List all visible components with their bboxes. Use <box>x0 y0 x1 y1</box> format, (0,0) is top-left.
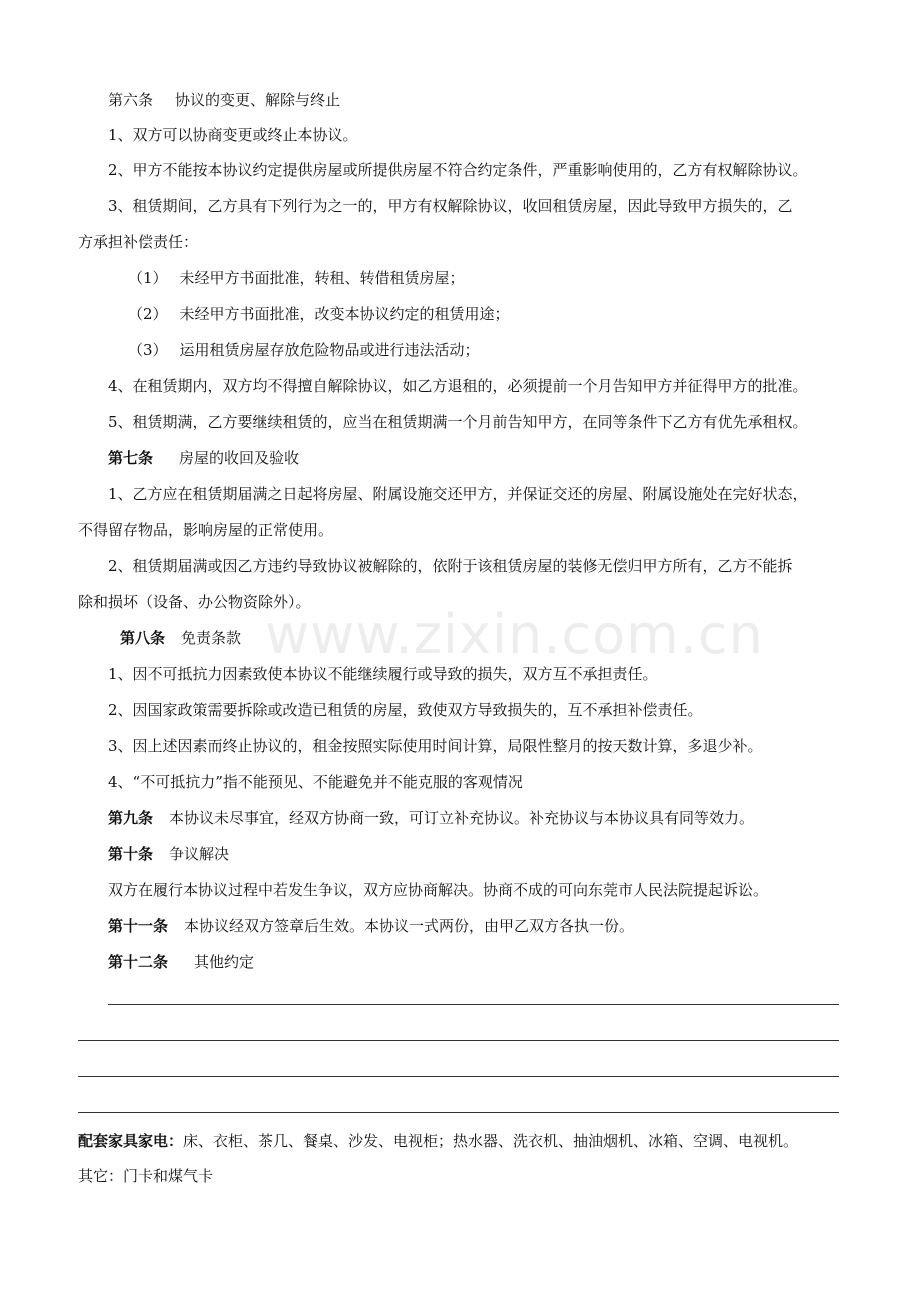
blank-line-3 <box>78 1076 839 1077</box>
article-12-heading <box>108 952 254 972</box>
article-8-clause-1: 1、因不可抵抗力因素致使本协议不能继续履行或导致的损失，双方互不承担责任。 <box>108 665 658 683</box>
article-7-number: 第七条 <box>108 449 154 467</box>
article-8-clause-3: 3、因上述因素而终止协议的，租金按照实际使用时间计算，局限性整月的按天数计算，多退少补。 <box>108 737 763 755</box>
article-8-clause-4: 4、“不可抵抗力”指不能预见、不能避免并不能克服的客观情况 <box>108 773 523 791</box>
other-items: 其它：门卡和煤气卡 <box>78 1167 214 1185</box>
article-8-number: 第八条 <box>120 629 166 647</box>
item-1-number: （1） <box>128 269 168 287</box>
article-9 <box>108 808 754 828</box>
article-6-item-1 <box>128 268 465 288</box>
article-12-title: 其他约定 <box>194 953 255 971</box>
article-6-clause-2: 2、甲方不能按本协议约定提供房屋或所提供房屋不符合约定条件，严重影响使用的，乙方有权解除协议。 <box>108 161 808 179</box>
blank-line-2 <box>78 1040 839 1041</box>
article-11 <box>108 916 634 936</box>
article-6-clause-4: 4、在租赁期内，双方均不得擅自解除协议，如乙方退租的，必须提前一个月告知甲方并征得甲方的批准。 <box>108 377 808 395</box>
article-9-number: 第九条 <box>108 809 154 827</box>
article-6-item-3 <box>128 340 480 360</box>
article-6-clause-5: 5、租赁期满，乙方要继续租赁的，应当在租赁期满一个月前告知甲方，在同等条件下乙方有优先承租权。 <box>108 413 808 431</box>
article-7-clause-1-line-2: 不得留存物品，影响房屋的正常使用。 <box>78 521 334 539</box>
article-12-number: 第十二条 <box>108 953 169 971</box>
watermark: www.zixin.com.cn <box>265 603 764 666</box>
item-3-number: （3） <box>128 341 168 359</box>
article-10-number: 第十条 <box>108 845 154 863</box>
item-1-text: 未经甲方书面批准，转租、转借租赁房屋； <box>179 269 465 287</box>
article-7-clause-1-line-1: 1、乙方应在租赁期届满之日起将房屋、附属设施交还甲方，并保证交还的房屋、附属设施处在完好状态， <box>108 485 808 503</box>
article-6-title: 协议的变更、解除与终止 <box>175 91 341 109</box>
article-8-heading <box>120 628 241 648</box>
article-11-text: 本协议经双方签章后生效。本协议一式两份，由甲乙双方各执一份。 <box>184 917 635 935</box>
article-10-title: 争议解决 <box>169 845 230 863</box>
article-7-title: 房屋的收回及验收 <box>179 449 300 467</box>
blank-line-4 <box>78 1112 839 1113</box>
article-7-heading <box>108 448 299 468</box>
furnishing-list <box>78 1131 798 1151</box>
article-6-number: 第六条 <box>108 91 154 109</box>
item-3-text: 运用租赁房屋存放危险物品或进行违法活动； <box>179 341 480 359</box>
furnishing-label: 配套家具家电： <box>78 1132 184 1150</box>
article-6-item-2 <box>128 304 510 324</box>
article-6-clause-1: 1、双方可以协商变更或终止本协议。 <box>108 126 358 144</box>
blank-line-1 <box>108 1004 839 1005</box>
article-6-clause-3-line-1: 3、租赁期间，乙方具有下列行为之一的，甲方有权解除协议，收回租赁房屋，因此导致甲方损失的，乙 <box>108 197 793 215</box>
article-9-text: 本协议未尽事宜，经双方协商一致，可订立补充协议。补充协议与本协议具有同等效力。 <box>169 809 755 827</box>
article-7-clause-2-line-2: 除和损坏（设备、办公物资除外）。 <box>78 593 311 611</box>
article-10-heading <box>108 844 229 864</box>
furnishing-items: 床、衣柜、茶几、餐桌、沙发、电视柜；热水器、洗衣机、抽油烟机、冰箱、空调、电视机。 <box>183 1132 799 1150</box>
article-8-clause-2: 2、因国家政策需要拆除或改造已租赁的房屋，致使双方导致损失的，互不承担补偿责任。 <box>108 701 703 719</box>
article-8-title: 免责条款 <box>181 629 242 647</box>
article-11-number: 第十一条 <box>108 917 169 935</box>
article-10-clause-1: 双方在履行本协议过程中若发生争议，双方应协商解决。协商不成的可向东莞市人民法院提起诉讼。 <box>108 881 769 899</box>
item-2-number: （2） <box>128 305 168 323</box>
item-2-text: 未经甲方书面批准，改变本协议约定的租赁用途； <box>179 305 510 323</box>
article-6-clause-3-line-2: 方承担补偿责任： <box>78 233 199 251</box>
article-7-clause-2-line-1: 2、租赁期届满或因乙方违约导致协议被解除的，依附于该租赁房屋的装修无偿归甲方所有，乙方不能拆 <box>108 557 793 575</box>
article-6-heading <box>108 90 340 110</box>
